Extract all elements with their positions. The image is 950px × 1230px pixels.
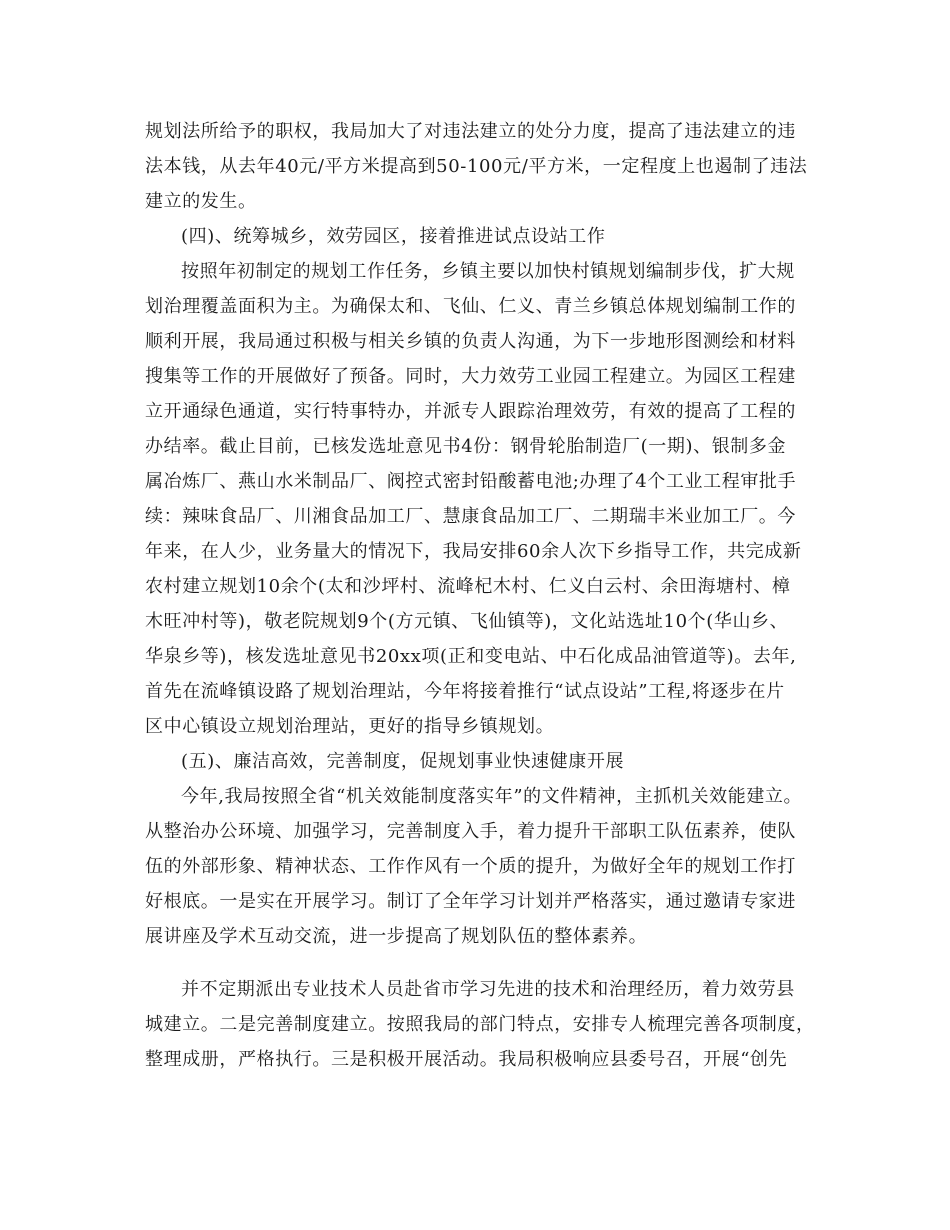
text-line: 木旺冲村等)，敬老院规划9个(方元镇、飞仙镇等)，文化站选址10个(华山乡、 bbox=[145, 611, 789, 632]
text-line: 整理成册，严格执行。三是积极开展活动。我局积极响应县委号召，开展“创先 bbox=[145, 1049, 788, 1070]
text-line: 办结率。截止目前，已核发选址意见书4份：钢骨轮胎制造厂(一期)、银制多金 bbox=[145, 436, 787, 457]
text-line: 展讲座及学术互动交流，进一步提高了规划队伍的整体素养。 bbox=[145, 926, 648, 947]
text-line: 建立的发生。 bbox=[145, 191, 257, 212]
text-line: 属冶炼厂、燕山水米制品厂、阀控式密封铅酸蓄电池;办理了4个工业工程审批手 bbox=[145, 471, 797, 492]
text-line: 按照年初制定的规划工作任务，乡镇主要以加快村镇规划编制步伐，扩大规 bbox=[181, 261, 795, 282]
text-line: 从整治办公环境、加强学习，完善制度入手，着力提升干部职工队伍素养，使队 bbox=[145, 821, 796, 842]
text-line: 伍的外部形象、精神状态、工作作风有一个质的提升，为做好全年的规划工作打 bbox=[145, 856, 796, 877]
text-line: 并不定期派出专业技术人员赴省市学习先进的技术和治理经历，着力效劳县 bbox=[181, 979, 795, 1000]
text-line: 搜集等工作的开展做好了预备。同时，大力效劳工业园工程建立。为园区工程建 bbox=[145, 366, 796, 387]
text-line: 法本钱，从去年40元/平方米提高到50-100元/平方米，一定程度上也遏制了违法 bbox=[145, 156, 808, 177]
section-heading: (四)、统筹城乡，效劳园区，接着推进试点设站工作 bbox=[181, 226, 606, 247]
text-line: 城建立。二是完善制度建立。按照我局的部门特点，安排专人梳理完善各项制度， bbox=[145, 1014, 815, 1035]
text-line: 农村建立规划10余个(太和沙坪村、流峰杞木村、仁义白云村、余田海塘村、樟 bbox=[145, 576, 791, 597]
text-line: 首先在流峰镇设路了规划治理站，今年将接着推行“试点设站”工程,将逐步在片 bbox=[145, 681, 785, 702]
text-line: 好根底。一是实在开展学习。制订了全年学习计划并严格落实，通过邀请专家进 bbox=[145, 891, 796, 912]
text-line: 立开通绿色通道，实行特事特办，并派专人跟踪治理效劳，有效的提高了工程的 bbox=[145, 401, 796, 422]
text-line: 区中心镇设立规划治理站，更好的指导乡镇规划。 bbox=[145, 716, 555, 737]
text-line: 规划法所给予的职权，我局加大了对违法建立的处分力度，提高了违法建立的违 bbox=[145, 121, 796, 142]
text-line: 今年,我局按照全省“机关效能制度落实年”的文件精神，主抓机关效能建立。 bbox=[181, 786, 803, 807]
text-line: 华泉乡等)，核发选址意见书20xx项(正和变电站、中石化成品油管道等)。去年, bbox=[145, 646, 797, 667]
text-line: 顺利开展，我局通过积极与相关乡镇的负责人沟通，为下一步地形图测绘和材料 bbox=[145, 331, 796, 352]
text-line: 年来，在人少，业务量大的情况下，我局安排60余人次下乡指导工作，共完成新 bbox=[145, 541, 802, 562]
section-heading: (五)、廉洁高效，完善制度，促规划事业快速健康开展 bbox=[181, 751, 625, 772]
text-line: 划治理覆盖面积为主。为确保太和、飞仙、仁义、青兰乡镇总体规划编制工作的 bbox=[145, 296, 796, 317]
text-line: 续：辣味食品厂、川湘食品加工厂、慧康食品加工厂、二期瑞丰米业加工厂。今 bbox=[145, 506, 796, 527]
